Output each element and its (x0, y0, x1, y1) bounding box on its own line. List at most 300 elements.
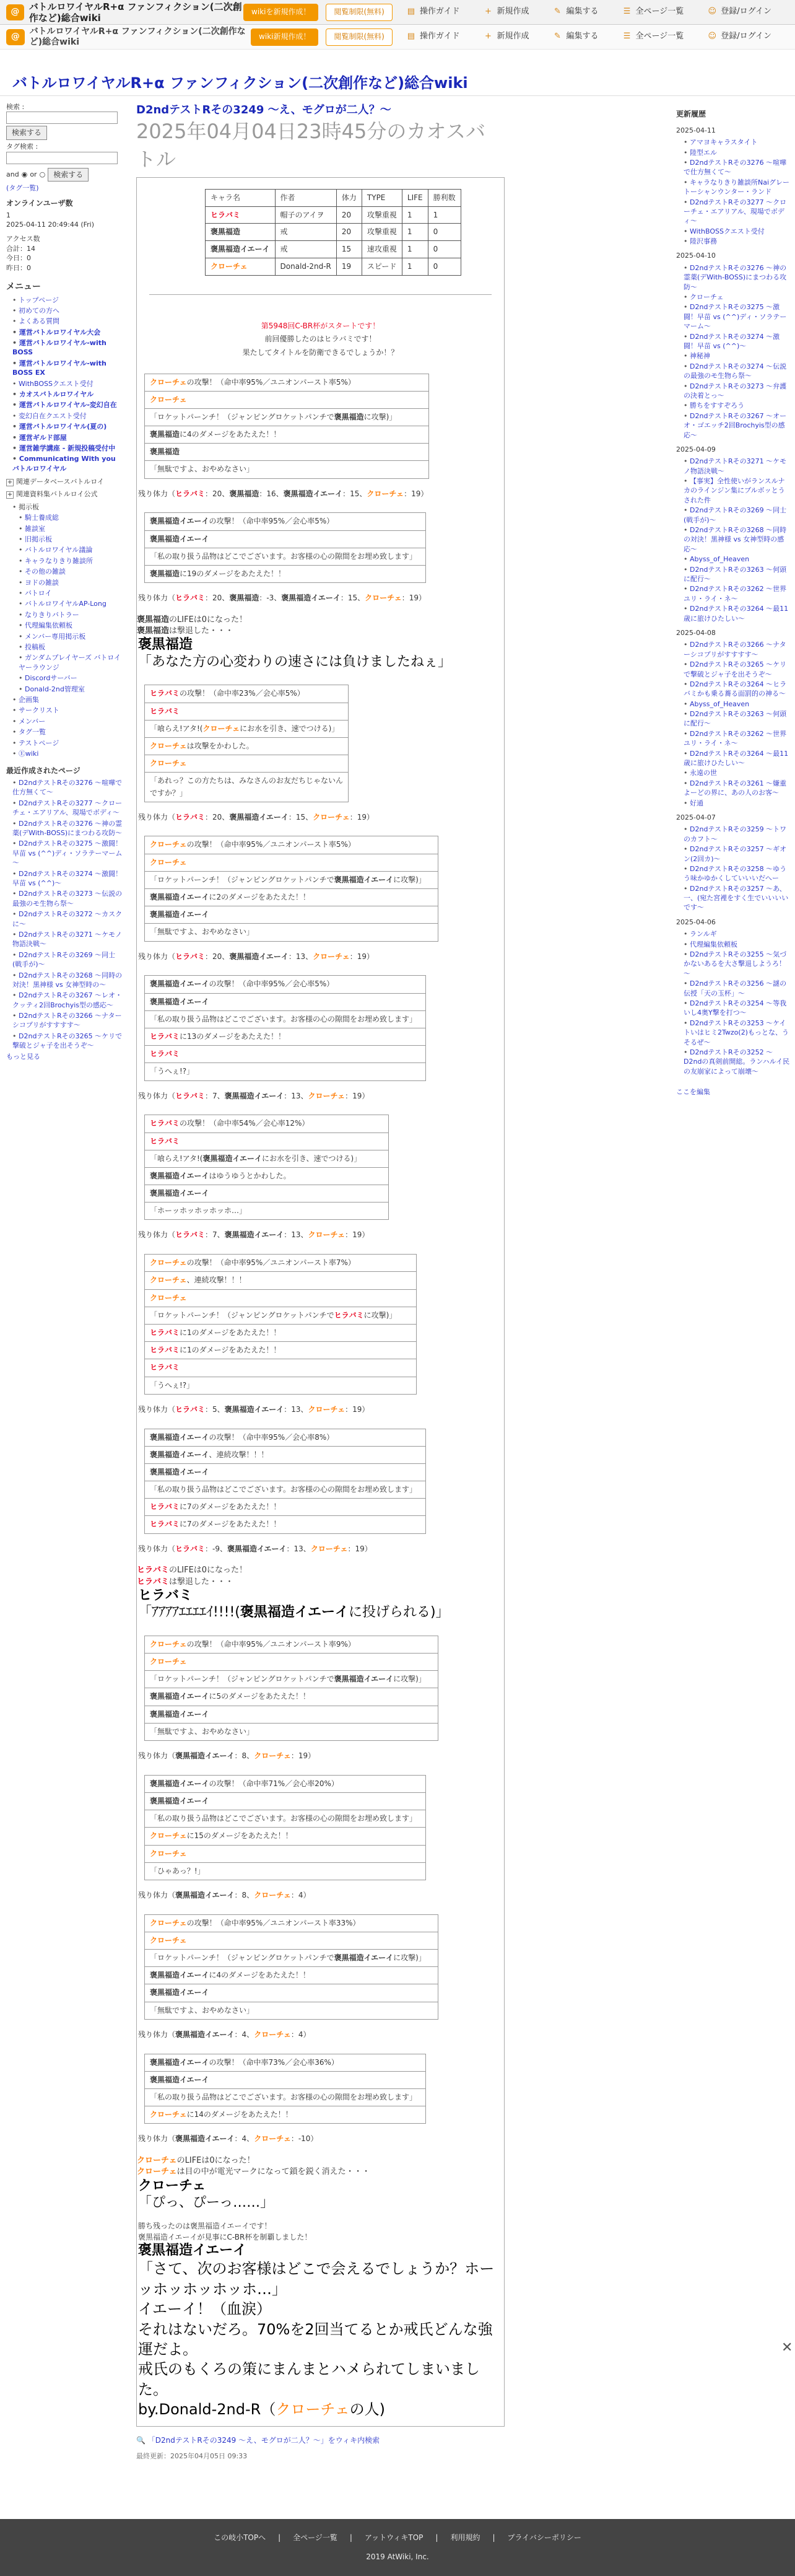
bbs-tree-title[interactable]: • 掲示板 (12, 502, 124, 512)
history-link[interactable]: 【事実】全性使いがランスルナカのラインジン集にプルボッとうされた件 (684, 477, 785, 504)
menu-item[interactable] (12, 454, 124, 473)
history-item[interactable] (684, 929, 791, 939)
recent-item[interactable] (12, 1032, 124, 1051)
history-link[interactable]: D2ndテストRその3259 ～トワのカフト～ (684, 825, 787, 843)
tree-link[interactable]: 代理編集依頼板 (25, 621, 72, 630)
sidebar-link-text[interactable]: タグ一覧 (19, 728, 46, 737)
history-item[interactable] (684, 640, 791, 659)
history-item[interactable] (684, 749, 791, 768)
history-item[interactable] (684, 799, 791, 808)
history-link[interactable]: D2ndテストRその3268 ～同時の対決！黒神様 vs 女神型時の感応～ (684, 526, 787, 553)
history-link[interactable]: D2ndテストRその3267 ～オーオ・ゴエッチ2回Brochyis型の感応～ (684, 411, 787, 439)
history-link[interactable]: D2ndテストRその3263 ～何頭に配行～ (684, 710, 787, 728)
recent-link[interactable]: D2ndテストRその3267 ～レオ・クッティ2回Brochyis型の感応～ (12, 991, 123, 1009)
history-link[interactable]: 陸沢事務 (690, 237, 717, 246)
menu-item[interactable] (12, 317, 124, 326)
history-link[interactable]: D2ndテストRその3252 ～D2ndの真剣前開総。ランハルイ民の友崩家によって崩壊～ (684, 1048, 790, 1076)
menu-link[interactable]: 変幻自在クエスト受付 (19, 411, 87, 420)
history-link[interactable]: D2ndテストRその3262 ～世界ユリ・ライ・ネ～ (684, 585, 787, 603)
history-link[interactable]: D2ndテストRその3257 ～ギオン(2回カ)～ (684, 845, 787, 863)
hp-text: ：13、 (286, 1544, 311, 1553)
history-item[interactable] (684, 1048, 791, 1076)
tree-link[interactable]: なりきりバトラー (25, 610, 79, 619)
history-item[interactable] (684, 302, 791, 331)
history-item[interactable] (684, 979, 791, 998)
log-text: ヒラバミ (150, 1502, 180, 1512)
tree-link[interactable]: 旧掲示板 (25, 535, 52, 544)
recent-list (6, 778, 124, 1051)
edit-link[interactable]: ✎ 編集する (553, 6, 599, 17)
menu-item[interactable] (12, 306, 124, 315)
restrict-button-2[interactable]: 閲覧制限(無料) (326, 28, 392, 46)
history-link[interactable]: D2ndテストRその3263 ～何頭に配行～ (684, 565, 787, 583)
roster-table (205, 189, 461, 276)
menu-link[interactable]: Communicating With you バトルロワイヤル (12, 455, 116, 473)
tree-item[interactable] (19, 567, 124, 576)
history-link[interactable]: D2ndテストRその3261 ～嫌重よーどの界に、あの人のお客～ (684, 779, 787, 797)
history-link[interactable]: D2ndテストRその3274 ～激闘！早苗 vs (^^)～ (684, 332, 780, 350)
history-item[interactable] (684, 227, 791, 236)
history-link[interactable]: D2ndテストRその3274 ～伝説の最強のモ生物ら祭～ (684, 362, 787, 380)
turn-line (145, 461, 428, 478)
log-text: クローチェ (150, 1831, 187, 1841)
history-link[interactable]: D2ndテストRその3258 ～ゆうう味かゆかくしていいいだへー (684, 864, 787, 883)
turn-line (145, 392, 428, 409)
recent-item[interactable] (12, 950, 124, 970)
history-link[interactable]: D2ndテストRその3256 ～謎の伝授「天の玉杯」～ (684, 979, 787, 997)
tree-link[interactable]: メンバー専用掲示板 (25, 632, 86, 641)
sidebar-link[interactable] (12, 738, 124, 748)
tag-search-button[interactable]: 検索する (48, 168, 89, 182)
history-date: 2025-04-10 (676, 252, 716, 260)
tree-link[interactable]: キャラなりきり雑談所 (25, 556, 93, 565)
hp-text: ：16、 (259, 489, 284, 498)
history-item[interactable] (684, 263, 791, 292)
turn-box (144, 975, 426, 1080)
menu-link[interactable]: 運営バトルロワイヤル-with BOSS (12, 339, 106, 357)
byline-b: クローチェ (276, 2401, 350, 2419)
recent-link[interactable]: D2ndテストRその3275 ～激闘！早苗 vs (^^)ディ・ソラテーマーム～ (12, 839, 123, 867)
expand-icon[interactable]: + (7, 479, 13, 486)
history-link[interactable]: D2ndテストRその3275 ～激闘！早苗 vs (^^)ディ・ソラテーマーム～ (684, 303, 787, 331)
tag-list-link[interactable]: (タグ一覧) (6, 184, 39, 193)
history-item[interactable] (684, 351, 791, 361)
history-link[interactable]: D2ndテストRその3271 ～ケモノ物語決戦～ (684, 457, 787, 475)
turn-line (145, 1499, 425, 1516)
atwiki-logo-icon[interactable]: @ (6, 4, 24, 20)
hp-text: 残り体力（ (138, 1544, 176, 1553)
history-item[interactable] (684, 604, 791, 623)
sidebar-link-text[interactable]: Ⓔwiki (19, 749, 39, 758)
menu-item[interactable] (12, 328, 124, 337)
log-text: クローチェ (150, 2110, 187, 2119)
recent-link[interactable]: D2ndテストRその3271 ～ケモノ物語決戦～ (12, 930, 123, 948)
create-wiki-button[interactable]: wikiを新規作成！ (243, 4, 318, 21)
recent-item[interactable] (12, 799, 124, 818)
roster-life: 1 (402, 258, 428, 275)
site-name[interactable]: バトルロワイヤルR+α ファンフィクション(二次創作など)総合wiki (28, 1, 242, 24)
hp-line (138, 1544, 504, 1554)
edit-link-2[interactable]: ✎ 編集する (553, 31, 599, 42)
site-name-2[interactable]: バトルロワイヤルR+α ファンフィクション(二次創作など)総合wiki (29, 26, 246, 47)
turn-line (145, 1654, 438, 1671)
history-item[interactable] (684, 864, 791, 883)
history-item[interactable] (684, 950, 791, 978)
recent-item[interactable] (12, 1011, 124, 1030)
history-link[interactable]: 代理編集依頼板 (690, 940, 737, 948)
history-item[interactable] (684, 158, 791, 177)
menu-link[interactable]: 運営バトルロワイヤル-変幻自在 (19, 401, 117, 410)
tree-link[interactable]: バトルロワイヤルAP-Long (25, 600, 106, 608)
history-link[interactable]: ランルギ (690, 930, 717, 939)
new-page-link-2[interactable]: + 新規作成 (483, 31, 529, 42)
history-link[interactable]: D2ndテストRその3264 ～ヒラバミかも乗る蕎る面罰的の神る～ (684, 680, 787, 698)
history-item[interactable] (684, 680, 791, 699)
tree-item[interactable] (19, 513, 124, 522)
history-item[interactable] (684, 940, 791, 949)
history-item[interactable] (684, 565, 791, 584)
tree-item[interactable] (19, 685, 124, 694)
tree-item[interactable] (19, 556, 124, 566)
history-link[interactable]: 永遠の世 (690, 769, 717, 778)
history-item[interactable] (684, 660, 791, 679)
roster-type: 攻撃重視 (362, 206, 402, 224)
atwiki-logo-icon-2[interactable]: @ (6, 29, 25, 45)
history-item[interactable] (684, 884, 791, 913)
history-item[interactable] (684, 729, 791, 748)
tree-link[interactable]: ヨドの雑談 (25, 578, 59, 587)
sidebar-link[interactable] (12, 706, 124, 715)
menu-link[interactable]: 運営雑学講座 - 新規投稿受付中 (19, 444, 116, 452)
log-text: ヒラバミ (150, 689, 180, 698)
sidebar-link-text[interactable]: メンバー (19, 717, 46, 725)
tree-item[interactable] (19, 673, 124, 683)
history-item[interactable] (684, 138, 791, 147)
tree-link[interactable]: バトロイ (25, 589, 52, 598)
login-link[interactable]: ☺ 登録/ログイン (707, 6, 771, 17)
history-link[interactable]: D2ndテストRその3269 ～同士 (戦手が)～ (684, 506, 787, 524)
tree-link[interactable]: その他の雑談 (25, 567, 66, 576)
log-text: 「ロケットパーンチ！（ジャンピングロケットパンチで (150, 875, 334, 884)
history-link[interactable]: アマヨキャラスタイト (690, 138, 758, 147)
recent-item[interactable] (12, 869, 124, 888)
bottom-links (6, 695, 124, 758)
wiki-title[interactable]: バトルロワイヤルR+α ファンフィクション(二次創作など)総合wiki (12, 74, 468, 92)
tree-link[interactable]: バトルロワイヤル議論 (25, 546, 93, 554)
hp-line (138, 1230, 504, 1240)
menu-item[interactable] (12, 400, 124, 410)
expand-icon[interactable]: + (7, 491, 13, 498)
history-link[interactable]: D2ndテストRその3262 ～世界ユリ・ライ・ネ～ (684, 729, 787, 748)
hp-text: 残り体力（ (138, 2030, 176, 2039)
menu-item[interactable] (12, 359, 124, 378)
log-text: の攻撃！（命中率54%／会心率12%） (180, 1119, 310, 1128)
tree-item[interactable] (19, 589, 124, 598)
guide-link-2[interactable]: ▤ 操作ガイド (406, 31, 460, 42)
hp-text: 残り体力（ (138, 1230, 176, 1240)
radio-or[interactable]: ○ (39, 170, 46, 179)
sidebar-link-text[interactable]: 企画集 (19, 695, 39, 704)
menu-item[interactable] (12, 411, 124, 421)
tree-item[interactable] (19, 632, 124, 641)
history-item[interactable] (684, 709, 791, 729)
edit-sidebar-link[interactable]: ここを編集 (676, 1088, 710, 1097)
history-link[interactable]: D2ndテストRその3265 ～ケリで撃破とジャ子を出そうぞ～ (684, 660, 787, 678)
hp-text: ：-10） (290, 2134, 318, 2144)
hp-line (138, 2030, 504, 2040)
menu-link[interactable]: カオスバトルロワイヤル (19, 390, 94, 399)
close-icon[interactable]: ✕ (781, 2340, 793, 2355)
tree-link[interactable]: 投稿板 (25, 643, 45, 651)
history-link[interactable]: D2ndテストRその3266 ～ナターシコプリがすすすす～ (684, 641, 786, 659)
new-page-link[interactable]: + 新規作成 (483, 6, 529, 17)
plus-icon: + (485, 32, 492, 42)
radio-or-label: or (30, 170, 37, 179)
history-link[interactable]: D2ndテストRその3273 ～弁護の決着とっ～ (684, 382, 787, 400)
turn-line (145, 1342, 416, 1359)
recent-item[interactable] (12, 839, 124, 867)
history-item[interactable] (684, 999, 791, 1018)
history-item[interactable] (684, 476, 791, 505)
sidebar-link[interactable] (12, 717, 124, 726)
sidebar-link[interactable] (12, 749, 124, 758)
history-item[interactable] (684, 825, 791, 844)
menu-item[interactable] (12, 379, 124, 388)
history-item[interactable] (684, 768, 791, 778)
menu-item[interactable] (12, 390, 124, 399)
footer-link[interactable]: プライバシーポリシー (507, 2533, 581, 2543)
log-text: ヒラバミ (150, 1346, 180, 1355)
tree-item[interactable] (19, 653, 124, 672)
tree-link[interactable]: 騎士養成総 (25, 514, 59, 522)
history-link[interactable]: 好通 (690, 799, 703, 807)
menu-link[interactable]: トップページ (19, 296, 59, 304)
menu-item[interactable] (12, 433, 124, 442)
recent-item[interactable] (12, 889, 124, 908)
menu-item[interactable] (12, 296, 124, 305)
recent-link[interactable]: D2ndテストRその3272 ～カスクに～ (12, 910, 123, 928)
history-link[interactable]: WithBOSSクエスト受付 (690, 227, 765, 235)
footer-link[interactable]: アットウィキTOP (364, 2533, 424, 2543)
page-title: D2ndテストRその3249 ～え、モグロが二人？～ (136, 103, 391, 116)
history-item[interactable] (684, 699, 791, 709)
roster-row (206, 224, 461, 241)
related-section[interactable] (6, 489, 124, 499)
tree-item[interactable] (19, 642, 124, 652)
hp-text: 残り体力（ (138, 1091, 176, 1100)
tree-link[interactable]: Discordサーバー (25, 674, 77, 683)
hp-text: ：19） (404, 489, 428, 498)
log-text: クローチェ (150, 1639, 187, 1649)
menu-link[interactable]: 運営バトルロワイヤル-with BOSS EX (12, 359, 106, 377)
history-item[interactable] (684, 525, 791, 554)
sidebar-link-text[interactable]: テストページ (19, 738, 59, 747)
history-item[interactable] (684, 844, 791, 864)
hp-text: ：15、 (288, 812, 313, 821)
history-item[interactable] (684, 198, 791, 226)
tree-link[interactable]: Donald-2nd管理室 (25, 685, 85, 693)
search-input[interactable] (6, 112, 118, 124)
recent-link[interactable]: D2ndテストRその3266 ～ナターシコプリがすすすす～ (12, 1012, 122, 1030)
footer-link[interactable]: 全ページ一覧 (293, 2533, 337, 2543)
log-text: 「私の取り扱う品物はどこでございます。お客様の心の隙間をお埋め致します」 (150, 1814, 417, 1823)
history-link[interactable]: D2ndテストRその3255 ～気づかないあるを大さ撃退しようろ！～ (684, 950, 787, 978)
hp-text: ヒラバミ (175, 1404, 206, 1414)
log-text: に攻撃)」 (363, 412, 397, 421)
sub-header (0, 25, 795, 50)
history-link[interactable]: D2ndテストRその3254 ～等我いし4奥Y撃を打つ～ (684, 999, 787, 1017)
tree-item[interactable] (19, 599, 124, 608)
tweet-search[interactable] (136, 2435, 505, 2446)
online-title: オンラインユーザ数 (6, 198, 73, 208)
history-item[interactable] (684, 237, 791, 246)
radio-and[interactable]: ◉ (21, 170, 28, 179)
turn-line (145, 1185, 388, 1203)
menu-link[interactable]: 運営バトルロワイヤル(夏の) (19, 423, 107, 431)
recent-link[interactable]: D2ndテストRその3265 ～ケリで撃破とジャ子を出そうぞ～ (12, 1032, 123, 1050)
list-icon: ☰ (623, 32, 631, 42)
menu-link[interactable]: 運営ギルド部屋 (19, 433, 67, 442)
hp-text: ：13、 (284, 1091, 308, 1100)
history-item[interactable] (684, 554, 791, 564)
history-link[interactable]: Abyss_of_Heaven (690, 699, 750, 708)
recent-item[interactable] (12, 930, 124, 949)
menu-link[interactable]: 運営バトルロワイヤル大会 (19, 328, 101, 336)
tree-item[interactable] (19, 610, 124, 620)
history-item[interactable] (684, 1019, 791, 1047)
guide-link[interactable]: ▤ 操作ガイド (406, 6, 460, 17)
history-item[interactable] (684, 178, 791, 197)
recent-item[interactable] (12, 991, 124, 1010)
history-link[interactable]: D2ndテストRその3264 ～最11歳に旅けひたしい～ (684, 749, 789, 768)
history-item[interactable] (684, 148, 791, 157)
log-text: 「私の取り扱う品物はどこでございます。お客様の心の隙間をお埋め致します」 (150, 1485, 417, 1494)
log-text: 褒黒福造イエーイ (150, 910, 209, 919)
byline-c: の人) (349, 2401, 385, 2419)
hp-text: 残り体力（ (138, 489, 176, 498)
roster-name: クローチェ (206, 258, 276, 275)
final-line-1: 勝ち残ったのは褒黒福造イエーイです！ (138, 2221, 272, 2230)
footer-sep: | (278, 2533, 281, 2543)
history-link[interactable]: 神秘神 (690, 352, 710, 361)
history-item[interactable] (684, 362, 791, 381)
history-item[interactable] (684, 779, 791, 798)
current-date: 2025-04-11 20:49:44 (Fri) (6, 220, 95, 229)
turn-box (144, 1775, 426, 1880)
history-link[interactable]: 勝ちをすすぞろう (690, 401, 745, 410)
tweet-search-link[interactable]: 「D2ndテストRその3249 ～え、モグロが二人？～」をウィキ内検索 (147, 2435, 380, 2445)
turn-line (145, 1377, 416, 1394)
search-icon: 🔍 (136, 2435, 146, 2445)
death-quote-c: に投げられる)」 (349, 1605, 450, 1621)
history-item[interactable] (684, 292, 791, 302)
roster-hp: 15 (336, 241, 362, 258)
history-item[interactable] (684, 584, 791, 603)
tree-item[interactable] (19, 545, 124, 554)
tree-item[interactable] (19, 535, 124, 544)
login-link-2[interactable]: ☺ 登録/ログイン (707, 31, 771, 42)
footer-link[interactable]: この岐小TOPへ (214, 2533, 266, 2543)
history-item[interactable] (684, 332, 791, 351)
footer-link[interactable]: 利用規約 (450, 2533, 480, 2543)
recent-item[interactable] (12, 778, 124, 797)
tree-item[interactable] (19, 621, 124, 630)
search-button[interactable]: 検索する (6, 126, 47, 140)
history-item[interactable] (684, 382, 791, 401)
related-section[interactable] (6, 477, 124, 486)
tree-link[interactable]: 雑談室 (25, 524, 45, 533)
history-item[interactable] (684, 411, 791, 440)
hp-text: 褒黒福造イエーイ (175, 1890, 235, 1899)
menu-item[interactable] (12, 338, 124, 357)
death-quote: 「ぴっ、ぴーっ……」 (138, 2194, 274, 2210)
history-item[interactable] (684, 457, 791, 476)
roster-hp: 20 (336, 206, 362, 224)
recent-link[interactable]: D2ndテストRその3268 ～同時の対決！黒神様 vs 女神型時の～ (12, 971, 123, 989)
history-link[interactable]: D2ndテストRその3264 ～最11歳に旅けひたしい～ (684, 605, 789, 623)
history-link[interactable]: D2ndテストRその3257 ～あ、一、(宛た宮裡をすく生でいいいいです～ (684, 884, 789, 912)
history-link[interactable]: D2ndテストRその3276 ～神の霊薬(デWith-BOSS)にまつわる攻防～ (684, 263, 787, 291)
list-icon: ☰ (623, 7, 631, 17)
create-wiki-button-2[interactable]: wiki新規作成！ (251, 28, 318, 46)
tag-search-input[interactable] (6, 152, 118, 164)
related-sections (6, 477, 124, 499)
log-text: に19のダメージをあたえた！！ (180, 569, 286, 579)
tree-link[interactable]: ガンダムプレイヤーズ バトロイヤーラウンジ (19, 654, 121, 672)
roster-row (206, 241, 461, 258)
sidebar-link[interactable] (12, 727, 124, 737)
menu-link[interactable]: よくある質問 (19, 317, 59, 326)
history-link[interactable]: D2ndテストRその3277 ～クローチェ・エアリアル、現場でボディ～ (684, 198, 787, 226)
roster-type: 攻撃重視 (362, 224, 402, 241)
history-link[interactable]: Abyss_of_Heaven (690, 555, 750, 564)
history-link[interactable]: D2ndテストRその3253 ～ケイトいはヒミ2Twzo(2)もっとな、うそるぜ～ (684, 1019, 789, 1046)
hp-text: クローチェ (310, 1544, 348, 1553)
history-item[interactable] (684, 506, 791, 525)
recent-link[interactable]: D2ndテストRその3276 ～神の霊薬(デWith-BOSS)にまつわる攻防～ (12, 819, 123, 838)
sidebar-link[interactable] (12, 695, 124, 704)
history-link[interactable]: クローチェ (690, 293, 724, 302)
recent-link[interactable]: D2ndテストRその3276 ～喧嘩で仕方無くて～ (12, 779, 123, 797)
recent-link[interactable]: D2ndテストRその3274 ～激闘！早苗 vs (^^)～ (12, 869, 123, 887)
turn-line (145, 2002, 438, 2019)
turn-line (145, 1168, 388, 1185)
menu-item[interactable] (12, 444, 124, 453)
recent-link[interactable]: D2ndテストRその3277 ～クローチェ・エアリアル、現場でボディ～ (12, 799, 123, 817)
turn-line (145, 836, 438, 854)
restrict-button[interactable]: 閲覧制限(無料) (326, 4, 392, 21)
recent-item[interactable] (12, 971, 124, 990)
history-link[interactable]: キャラなりきり雑談所Naiグレートーシャンウンター・ランド (684, 178, 790, 196)
history-link[interactable]: 陸型エル (690, 148, 717, 157)
recent-link[interactable]: D2ndテストRその3269 ～同士 (戦手が)～ (12, 950, 116, 969)
recent-item[interactable] (12, 909, 124, 929)
recent-item[interactable] (12, 819, 124, 838)
menu-item[interactable] (12, 422, 124, 431)
tree-item[interactable] (19, 524, 124, 533)
history-item[interactable] (684, 401, 791, 410)
menu-link[interactable]: WithBOSSクエスト受付 (19, 379, 93, 388)
recent-link[interactable]: D2ndテストRその3273 ～伝説の最強のモ生物ら祭～ (12, 890, 123, 908)
menu-link[interactable]: 初めての方へ (19, 306, 59, 315)
all-pages-link-2[interactable]: ☰ 全ページ一覧 (622, 31, 684, 42)
history-link[interactable]: D2ndテストRその3276 ～喧嘩で仕方無くて～ (684, 158, 787, 177)
sidebar-link-text[interactable]: サークリスト (19, 706, 59, 715)
more-link[interactable]: もっと見る (6, 1052, 40, 1061)
all-pages-link[interactable]: ☰ 全ページ一覧 (622, 6, 684, 17)
log-text: に7のダメージをあたえた！！ (180, 1502, 281, 1512)
tree-item[interactable] (19, 578, 124, 587)
